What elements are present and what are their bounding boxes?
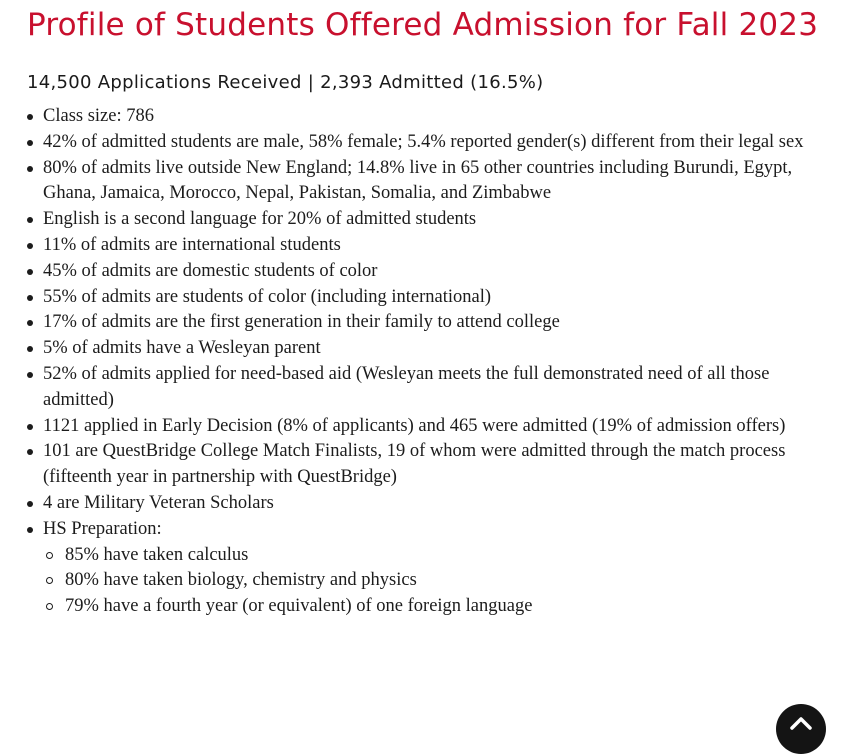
facts-list (27, 104, 837, 620)
sub-list-item: 80% have taken biology, chemistry and physics (27, 568, 837, 594)
list-item: 1121 applied in Early Decision (8% of applicants) and 465 were admitted (19% of admission offers) (27, 414, 837, 440)
list-item-hs-preparation (27, 517, 837, 620)
applications-summary: 14,500 Applications Received | 2,393 Admitted (16.5%) (27, 72, 544, 93)
list-item: 52% of admits applied for need-based aid (Wesleyan meets the full demonstrated need of all those admitted) (27, 362, 837, 414)
list-item: 11% of admits are international students (27, 233, 837, 259)
scroll-to-top-button[interactable] (776, 704, 826, 754)
chevron-up-icon (790, 716, 812, 730)
list-item: 4 are Military Veteran Scholars (27, 491, 837, 517)
sub-list-item: 85% have taken calculus (27, 543, 837, 569)
sub-list-item: 79% have a fourth year (or equivalent) of one foreign language (27, 594, 837, 620)
list-item: 45% of admits are domestic students of color (27, 259, 837, 285)
hs-preparation-label: HS Preparation: (43, 518, 162, 539)
hs-preparation-list (43, 543, 837, 620)
list-item: 42% of admitted students are male, 58% female; 5.4% reported gender(s) different from their legal sex (27, 130, 837, 156)
list-item: 17% of admits are the first generation in their family to attend college (27, 310, 837, 336)
list-item: 5% of admits have a Wesleyan parent (27, 336, 837, 362)
list-item: 55% of admits are students of color (including international) (27, 285, 837, 311)
list-item: 80% of admits live outside New England; 14.8% live in 65 other countries including Burundi, Egypt, Ghana, Jamaica, Morocco, Nepal, Pakistan, Somalia, and Zimbabwe (27, 156, 837, 208)
list-item: English is a second language for 20% of admitted students (27, 207, 837, 233)
list-item: 101 are QuestBridge College Match Finalists, 19 of whom were admitted through the match process (fifteenth year in partnership with QuestBridge) (27, 439, 837, 491)
admission-profile (27, 0, 837, 620)
list-item: Class size: 786 (27, 104, 837, 130)
page-title: Profile of Students Offered Admission for Fall 2023 (27, 7, 819, 43)
